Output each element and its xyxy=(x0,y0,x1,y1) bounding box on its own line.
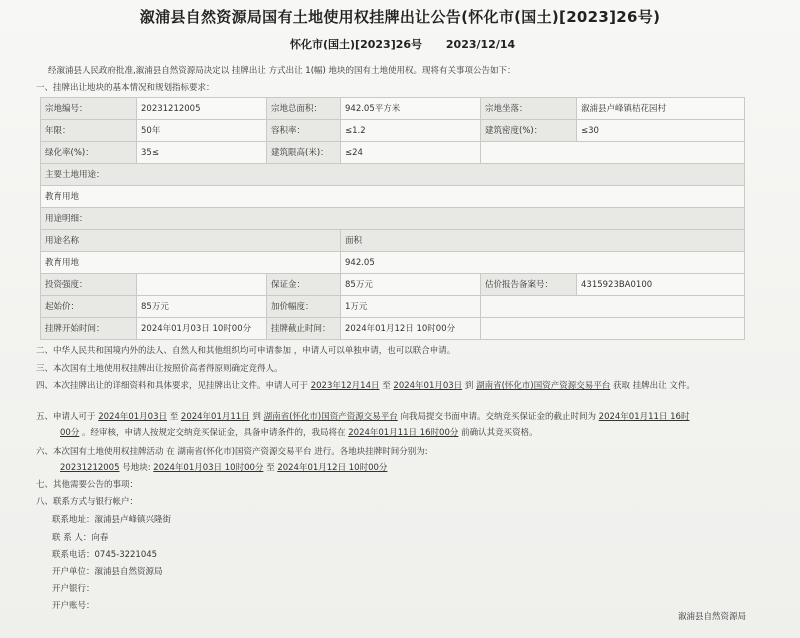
cell-value: 4315923BA0100 xyxy=(577,274,745,296)
area-header: 面积 xyxy=(341,230,745,252)
cell-label: 建筑密度(%)： xyxy=(481,120,577,142)
table-row xyxy=(41,98,745,120)
cell-label: 容积率： xyxy=(267,120,341,142)
document-number xyxy=(290,36,515,52)
cell-value: 20231212005 xyxy=(137,98,267,120)
area-value: 942.05 xyxy=(341,252,745,274)
section-5: 五、申请人可于 2024年01月03日 至 2024年01月11日 到 湖南省(怀化市)国资产资源交易平台 向我局提交书面申请。交纳竞买保证金的截止时间为 2024年01月11日 16时 xyxy=(36,412,690,422)
section-1-heading: 一、挂牌出让地块的基本情况和规划指标要求： xyxy=(36,83,215,93)
cell-value: 50年 xyxy=(137,120,267,142)
cell-value: 85万元 xyxy=(341,274,481,296)
cell-label: 建筑限高(米)： xyxy=(267,142,341,164)
cell-label: 挂牌截止时间： xyxy=(267,318,341,340)
section-4: 四、本次挂牌出让的详细资料和具体要求，见挂牌出让文件。申请人可于 2023年12月14日 至 2024年01月03日 到 湖南省(怀化市)国资产资源交易平台 获取 挂牌出让 文件。 xyxy=(36,381,695,391)
doc-code: 怀化市(国土)[2023]26号 xyxy=(290,38,423,51)
cell-label: 年限： xyxy=(41,120,137,142)
cell-label: 绿化率(%)： xyxy=(41,142,137,164)
section-8: 八、联系方式与银行帐户： xyxy=(36,497,139,507)
section-5-cont: 00分 。经审核，申请人按规定交纳竞买保证金，具备申请条件的，我局将在 2024年01月11日 16时00分 前确认其竞买资格。 xyxy=(60,428,538,438)
cell-value: 2024年01月03日 10时00分 xyxy=(137,318,267,340)
section-6-schedule: 20231212005 号地块: 2024年01月03日 10时00分 至 2024年01月12日 10时00分 xyxy=(60,463,388,473)
account-number: 开户账号： xyxy=(52,601,95,611)
table-row xyxy=(41,252,745,274)
cell-label: 挂牌开始时间： xyxy=(41,318,137,340)
section-6: 六、本次国有土地使用权挂牌活动 在 湖南省(怀化市)国资产资源交易平台 进行。各地块挂牌时间分别为: xyxy=(36,447,428,457)
contact-phone: 联系电话：0745-3221045 xyxy=(52,550,158,560)
use-name-value: 教育用地 xyxy=(41,252,341,274)
table-row xyxy=(41,274,745,296)
contact-person: 联 系 人：向春 xyxy=(52,533,109,543)
cell-value: 942.05平方米 xyxy=(341,98,481,120)
date-link: 2023年12月14日 xyxy=(310,381,380,391)
use-name-header: 用途名称 xyxy=(41,230,341,252)
cell-value: ≤24 xyxy=(341,142,481,164)
section-3: 三、本次国有土地使用权挂牌出让按照价高者得原则确定竞得人。 xyxy=(36,364,283,374)
table-row xyxy=(41,142,745,164)
parcel-info-table xyxy=(40,97,745,340)
contact-address: 联系地址：溆浦县卢峰镇兴隆街 xyxy=(52,515,172,525)
platform-link: 湖南省(怀化市)国资产资源交易平台 xyxy=(476,381,611,391)
cell-value: 溆浦县卢峰镇桔花园村 xyxy=(577,98,745,120)
cell-value: ≤30 xyxy=(577,120,745,142)
table-row xyxy=(41,230,745,252)
cell-empty xyxy=(481,142,745,164)
table-row xyxy=(41,318,745,340)
cell-value: 1万元 xyxy=(341,296,481,318)
doc-date: 2023/12/14 xyxy=(445,38,516,51)
cell-value xyxy=(137,274,267,296)
section-7: 七、其他需要公告的事项： xyxy=(36,480,139,490)
cell-label: 起始价： xyxy=(41,296,137,318)
cell-empty xyxy=(481,318,745,340)
cell-value: ≤1.2 xyxy=(341,120,481,142)
cell-label: 加价幅度： xyxy=(267,296,341,318)
cell-label: 宗地总面积： xyxy=(267,98,341,120)
table-row xyxy=(41,186,745,208)
cell-value: 35≤ xyxy=(137,142,267,164)
page-title: 溆浦县自然资源局国有土地使用权挂牌出让公告(怀化市(国土)[2023]26号) xyxy=(139,8,661,26)
main-use-label: 主要土地用途： xyxy=(41,164,745,186)
issuer-signature: 溆浦县自然资源局 xyxy=(677,612,746,622)
table-row xyxy=(41,208,745,230)
intro-text: 经溆浦县人民政府批准,溆浦县自然资源局决定以 挂牌出让 方式出让 1(幅) 地块的国有土地使用权。现将有关事项公告如下： xyxy=(48,66,516,76)
table-row xyxy=(41,120,745,142)
main-use-value: 教育用地 xyxy=(41,186,745,208)
account-unit: 开户单位：溆浦县自然资源局 xyxy=(52,567,163,577)
cell-label: 宗地坐落： xyxy=(481,98,577,120)
use-detail-label: 用途明细： xyxy=(41,208,745,230)
table-row xyxy=(41,164,745,186)
cell-label: 估价报告备案号： xyxy=(481,274,577,296)
cell-label: 保证金： xyxy=(267,274,341,296)
cell-value: 85万元 xyxy=(137,296,267,318)
cell-label: 投资强度： xyxy=(41,274,137,296)
table-row xyxy=(41,296,745,318)
section-2: 二、中华人民共和国境内外的法人、自然人和其他组织均可申请参加 ，申请人可以单独申请，也可以联合申请。 xyxy=(36,346,456,356)
cell-label: 宗地编号： xyxy=(41,98,137,120)
cell-empty xyxy=(481,296,745,318)
date-link: 2024年01月03日 xyxy=(393,381,463,391)
cell-value: 2024年01月12日 10时00分 xyxy=(341,318,481,340)
account-bank: 开户银行： xyxy=(52,584,95,594)
